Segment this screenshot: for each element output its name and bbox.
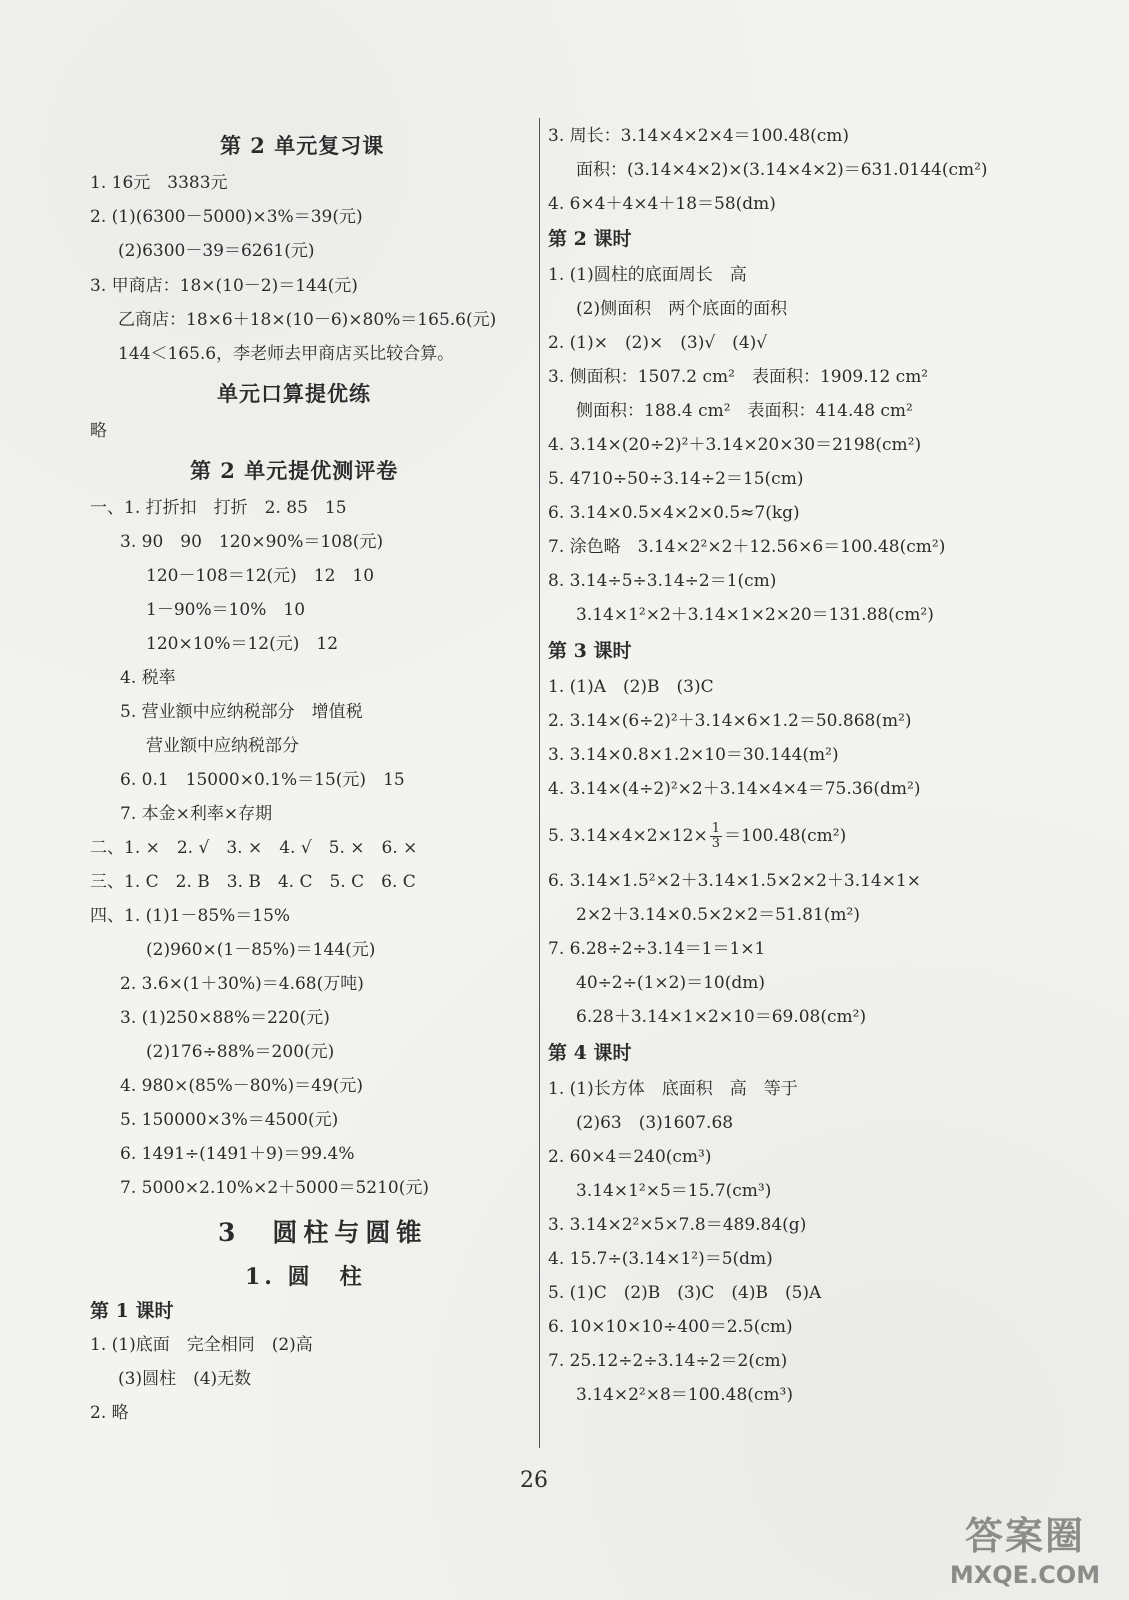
lesson-heading: 第 3 课时 [548, 640, 632, 662]
answer-line: 3. 侧面积：1507.2 cm² 表面积：1909.12 cm² [548, 367, 929, 387]
answer-line: 4. 3.14×(4÷2)²×2＋3.14×4×4＝75.36(dm²) [548, 779, 921, 799]
watermark-site-text: MXQE.COM [949, 1561, 1101, 1589]
lesson-heading: 第 1 课时 [90, 1300, 174, 1322]
answer-line: (2)6300－39＝6261(元) [118, 241, 315, 261]
answer-line: 面积：(3.14×4×2)×(3.14×4×2)＝631.0144(cm²) [576, 160, 988, 180]
answer-line: 4. 税率 [120, 668, 176, 688]
answer-line: 3. 3.14×0.8×1.2×10＝30.144(m²) [548, 745, 839, 765]
fraction [710, 822, 722, 851]
answer-line: 2. 3.14×(6÷2)²＋3.14×6×1.2＝50.868(m²) [548, 711, 912, 731]
answer-line: 3. 甲商店：18×(10－2)＝144(元) [90, 276, 358, 296]
answer-line: 侧面积：188.4 cm² 表面积：414.48 cm² [576, 401, 913, 421]
answer-line: 6. 3.14×0.5×4×2×0.5≈7(kg) [548, 503, 800, 523]
answer-line: 6. 3.14×1.5²×2＋3.14×1.5×2×2＋3.14×1× [548, 871, 922, 891]
answer-text: ＝100.48(cm²) [724, 826, 847, 846]
answer-line: (3)圆柱 (4)无数 [118, 1369, 252, 1389]
answer-line: 2. (1)× (2)× (3)√ (4)√ [548, 333, 768, 353]
answer-line: 一、1. 打折扣 打折 2. 85 15 [90, 498, 347, 518]
column-divider [539, 118, 540, 1448]
answer-line: 5. (1)C (2)B (3)C (4)B (5)A [548, 1283, 822, 1303]
answer-line: 4. 15.7÷(3.14×1²)＝5(dm) [548, 1249, 773, 1269]
answer-line: 2. 略 [90, 1403, 129, 1423]
answer-line: 3.14×1²×2＋3.14×1×2×20＝131.88(cm²) [576, 605, 934, 625]
answer-line: 略 [90, 421, 107, 441]
answer-line: 6.28＋3.14×1×2×10＝69.08(cm²) [576, 1007, 867, 1027]
answer-line: 1. (1)A (2)B (3)C [548, 677, 714, 697]
answer-line: (2)176÷88%＝200(元) [146, 1042, 335, 1062]
answer-line: 5. 营业额中应纳税部分 增值税 [120, 702, 363, 722]
answer-line: 6. 10×10×10÷400＝2.5(cm) [548, 1317, 793, 1337]
watermark-logo-text: 答案圈 [964, 1514, 1085, 1558]
answer-line: 7. 涂色略 3.14×2²×2＋12.56×6＝100.48(cm²) [548, 537, 946, 557]
answer-line: 营业额中应纳税部分 [146, 736, 299, 756]
answer-line: 三、1. C 2. B 3. B 4. C 5. C 6. C [90, 872, 416, 892]
answer-line: 1－90%＝10% 10 [146, 600, 306, 620]
answer-line: 2. 60×4＝240(cm³) [548, 1147, 712, 1167]
answer-line: 3. 周长：3.14×4×2×4＝100.48(cm) [548, 126, 850, 146]
answer-line: 7. 25.12÷2÷3.14÷2＝2(cm) [548, 1351, 788, 1371]
answer-line: 乙商店：18×6＋18×(10－6)×80%＝165.6(元) [118, 310, 497, 330]
answer-line: 7. 本金×利率×存期 [120, 804, 273, 824]
heading-unit2-test: 第 2 单元提优测评卷 [190, 458, 399, 483]
answer-line: 3.14×1²×5＝15.7(cm³) [576, 1181, 772, 1201]
page-number: 26 [520, 1468, 548, 1493]
answer-line: 2×2＋3.14×0.5×2×2＝51.81(m²) [576, 905, 860, 925]
heading-cylinder: 1. 圆 柱 [245, 1264, 366, 1290]
answer-line: (2)63 (3)1607.68 [576, 1113, 734, 1133]
answer-line: 2. (1)(6300－5000)×3%＝39(元) [90, 207, 363, 227]
heading-unit3: 3 圆柱与圆锥 [218, 1218, 428, 1247]
answer-line: (2)960×(1－85%)＝144(元) [146, 940, 376, 960]
heading-unit2-review: 第 2 单元复习课 [220, 133, 385, 158]
answer-line: 5. 150000×3%＝4500(元) [120, 1110, 339, 1130]
answer-line-with-fraction [548, 822, 846, 851]
answer-line: 1. 16元 3383元 [90, 173, 228, 193]
lesson-heading: 第 4 课时 [548, 1042, 632, 1064]
answer-line: 1. (1)底面 完全相同 (2)高 [90, 1335, 313, 1355]
answer-line: 7. 5000×2.10%×2＋5000＝5210(元) [120, 1178, 429, 1198]
heading-oral-practice: 单元口算提优练 [217, 381, 371, 406]
answer-line: 二、1. × 2. √ 3. × 4. √ 5. × 6. × [90, 838, 418, 858]
answer-line: 3. (1)250×88%＝220(元) [120, 1008, 330, 1028]
answer-line: 2. 3.6×(1＋30%)＝4.68(万吨) [120, 974, 364, 994]
answer-line: 120×10%＝12(元) 12 [146, 634, 339, 654]
answer-line: 120－108＝12(元) 12 10 [146, 566, 375, 586]
answer-line: 40÷2÷(1×2)＝10(dm) [576, 973, 765, 993]
lesson-heading: 第 2 课时 [548, 228, 632, 250]
answer-line: 6. 0.1 15000×0.1%＝15(元) 15 [120, 770, 405, 790]
answer-line: 5. 4710÷50÷3.14÷2＝15(cm) [548, 469, 804, 489]
answer-line: 四、1. (1)1－85%＝15% [90, 906, 291, 926]
answer-line: 1. (1)圆柱的底面周长 高 [548, 265, 747, 285]
answer-line: 4. 980×(85%－80%)＝49(元) [120, 1076, 364, 1096]
fraction-denominator: 3 [711, 836, 720, 851]
answer-line: 1. (1)长方体 底面积 高 等于 [548, 1079, 798, 1099]
watermark-logo [935, 1505, 1115, 1595]
answer-line: 3.14×2²×8＝100.48(cm³) [576, 1385, 793, 1405]
answer-line: 6. 1491÷(1491＋9)＝99.4% [120, 1144, 355, 1164]
answer-line: 3. 90 90 120×90%＝108(元) [120, 532, 384, 552]
answer-line: 3. 3.14×2²×5×7.8＝489.84(g) [548, 1215, 807, 1235]
answer-line: 8. 3.14÷5÷3.14÷2＝1(cm) [548, 571, 777, 591]
answer-line: 144＜165.6，李老师去甲商店买比较合算。 [118, 344, 455, 364]
answer-line: 4. 3.14×(20÷2)²＋3.14×20×30＝2198(cm²) [548, 435, 922, 455]
answer-line: (2)侧面积 两个底面的面积 [576, 299, 788, 319]
answer-line: 7. 6.28÷2÷3.14＝1＝1×1 [548, 939, 766, 959]
fraction-numerator: 1 [711, 821, 720, 836]
answer-text: 5. 3.14×4×2×12× [548, 826, 708, 846]
answer-line: 4. 6×4＋4×4＋18＝58(dm) [548, 194, 776, 214]
